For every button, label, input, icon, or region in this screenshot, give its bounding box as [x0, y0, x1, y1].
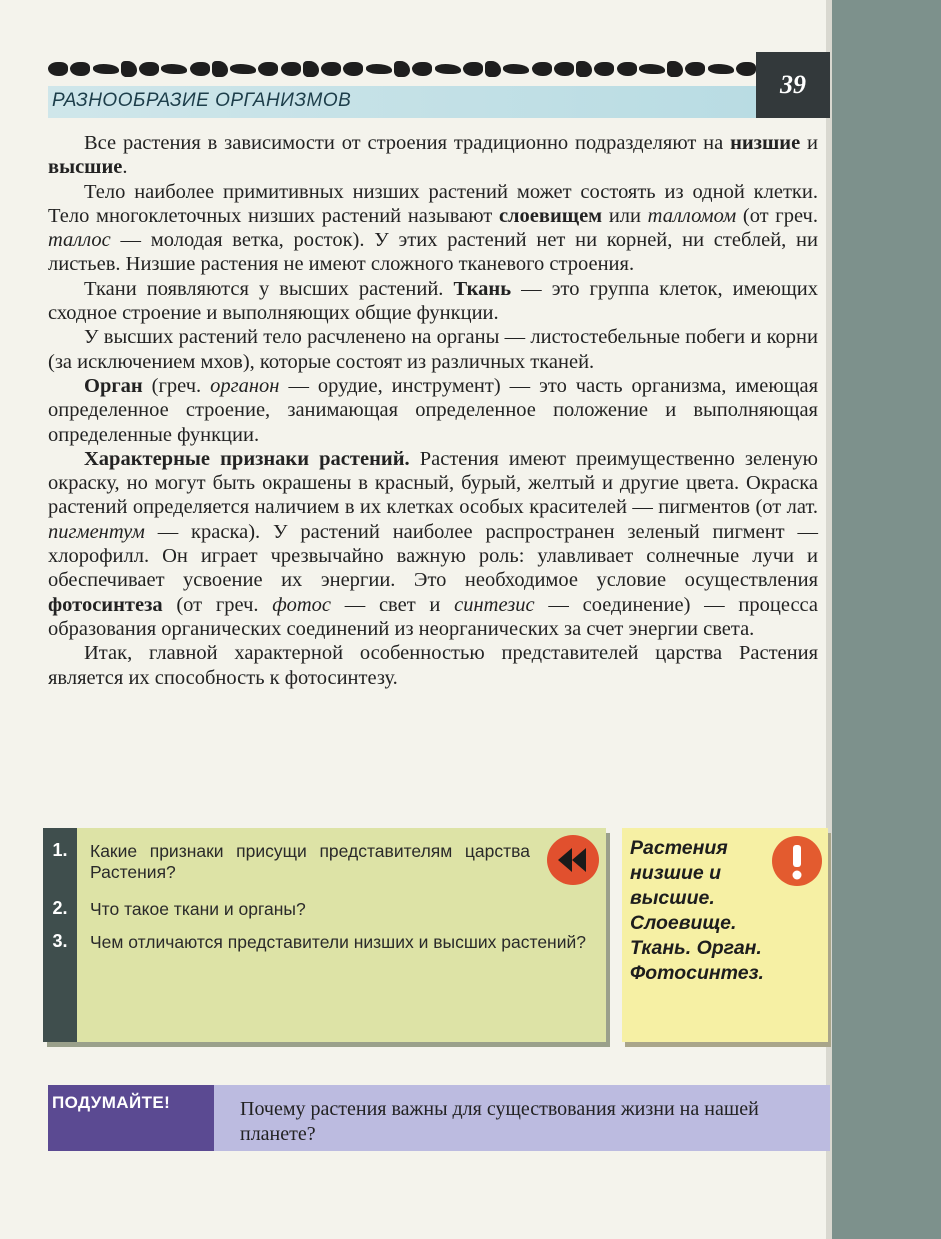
term-thallom: талломом — [647, 204, 737, 227]
subheading-plant-features: Характерные признаки растений. — [84, 447, 410, 470]
term-thallus: слоевищем — [498, 204, 603, 227]
paragraph-6 — [48, 447, 818, 641]
keyword-line: низшие и — [630, 862, 722, 884]
think-question: Почему растения важны для существования жизни на нашей планете? — [240, 1098, 759, 1145]
page-edge — [826, 0, 832, 1239]
question-2-number: 2. — [52, 898, 68, 918]
question-3-text: Чем отличаются представители низших и высших растений? — [90, 932, 587, 952]
text-run: Растения имеют преимущественно зеленую окраску, но могут быть окрашены в красный, бурый, желтый и другие цвета. Окраска растений определяется наличием в их клетках особых красителей — пигментов (от лат. — [48, 447, 818, 519]
paragraph-4: У высших растений тело расчленено на органы — листостебельные побеги и корни (за исключением мхов), которые состоят из различных тканей. — [48, 326, 818, 373]
page-number-box — [756, 52, 830, 118]
page-side-band — [830, 0, 941, 1239]
greek-word-synthesis: синтезис — [454, 593, 535, 616]
paragraph-5 — [48, 374, 818, 447]
term-tissue: Ткань — [453, 277, 512, 300]
question-1-number: 1. — [52, 840, 68, 860]
exclamation-icon — [772, 836, 822, 886]
text-run: — краска). У растений наиболее распространен зеленый пигмент — хлорофилл. Он играет чрезвычайно важную роль: улавливает солнечные лучи и обеспечивает усвоение их энергии. Это необходимое условие осуществления — [48, 520, 818, 592]
section-title: РАЗНООБРАЗИЕ ОРГАНИЗМОВ — [52, 90, 352, 111]
text-run: Все растения в зависимости от строения традиционно подразделяют на — [84, 132, 731, 154]
question-1-text: Какие признаки присущи представителям царства Растения? — [90, 841, 530, 882]
keyword-line: высшие. — [630, 887, 715, 909]
main-text — [48, 131, 818, 690]
text-run: . — [122, 156, 128, 179]
keyword-line: Ткань. Орган. — [630, 937, 762, 959]
think-label: ПОДУМАЙТЕ! — [52, 1093, 171, 1112]
greek-word-photos: фотос — [272, 593, 331, 616]
text-run: Тело наиболее примитивных низших растений может состоять из одной клетки. Тело многоклеточных низших растений называют — [48, 180, 818, 227]
text-run: или — [602, 204, 648, 227]
page-number: 39 — [780, 70, 806, 99]
term-organ: Орган — [84, 374, 143, 397]
greek-word-organon: органон — [210, 374, 280, 397]
keyword-line: Растения — [630, 837, 728, 859]
text-run: (греч. — [142, 374, 211, 397]
term-higher-plants: высшие — [48, 156, 123, 179]
paragraph-2 — [48, 180, 818, 277]
keyword-line: Фотосинтез. — [630, 962, 764, 984]
animal-silhouettes-strip-icon — [48, 56, 756, 82]
text-run: — это группа клеток, имеющих сходное строение и выполняющих общие функции. — [48, 277, 818, 325]
text-run: (от греч. — [736, 204, 818, 227]
text-run: — свет и — [330, 593, 455, 616]
greek-word-thallos: таллос — [48, 229, 111, 252]
text-run: — соединение) — процесса образования органических соединений из неорганических за счет энергии света. — [48, 593, 818, 640]
text-run: и — [800, 132, 818, 154]
paragraph-1 — [48, 131, 818, 180]
question-2-text: Что такое ткани и органы? — [90, 899, 306, 919]
latin-word-pigmentum: пигментум — [48, 520, 145, 543]
keyword-line: Слоевище. — [630, 912, 737, 934]
question-3-number: 3. — [52, 931, 68, 951]
term-lower-plants: низшие — [730, 132, 801, 154]
text-run: — молодая ветка, росток). У этих растений нет ни корней, ни стеблей, ни листьев. Низшие растения не имеют сложного тканевого строения. — [48, 229, 818, 276]
text-run: — орудие, инструмент) — это часть организма, имеющая определенное строение, занимающая определенное положение и выполняющая определенные функции. — [48, 374, 818, 446]
paragraph-3 — [48, 277, 818, 326]
text-run: Ткани появляются у высших растений. — [84, 277, 454, 300]
rewind-icon — [547, 835, 599, 885]
text-run: (от греч. — [162, 593, 273, 616]
paragraph-7: Итак, главной характерной особенностью представителей царства Растения является их способность к фотосинтезу. — [48, 642, 818, 689]
term-photosynthesis: фотосинтеза — [48, 593, 163, 616]
